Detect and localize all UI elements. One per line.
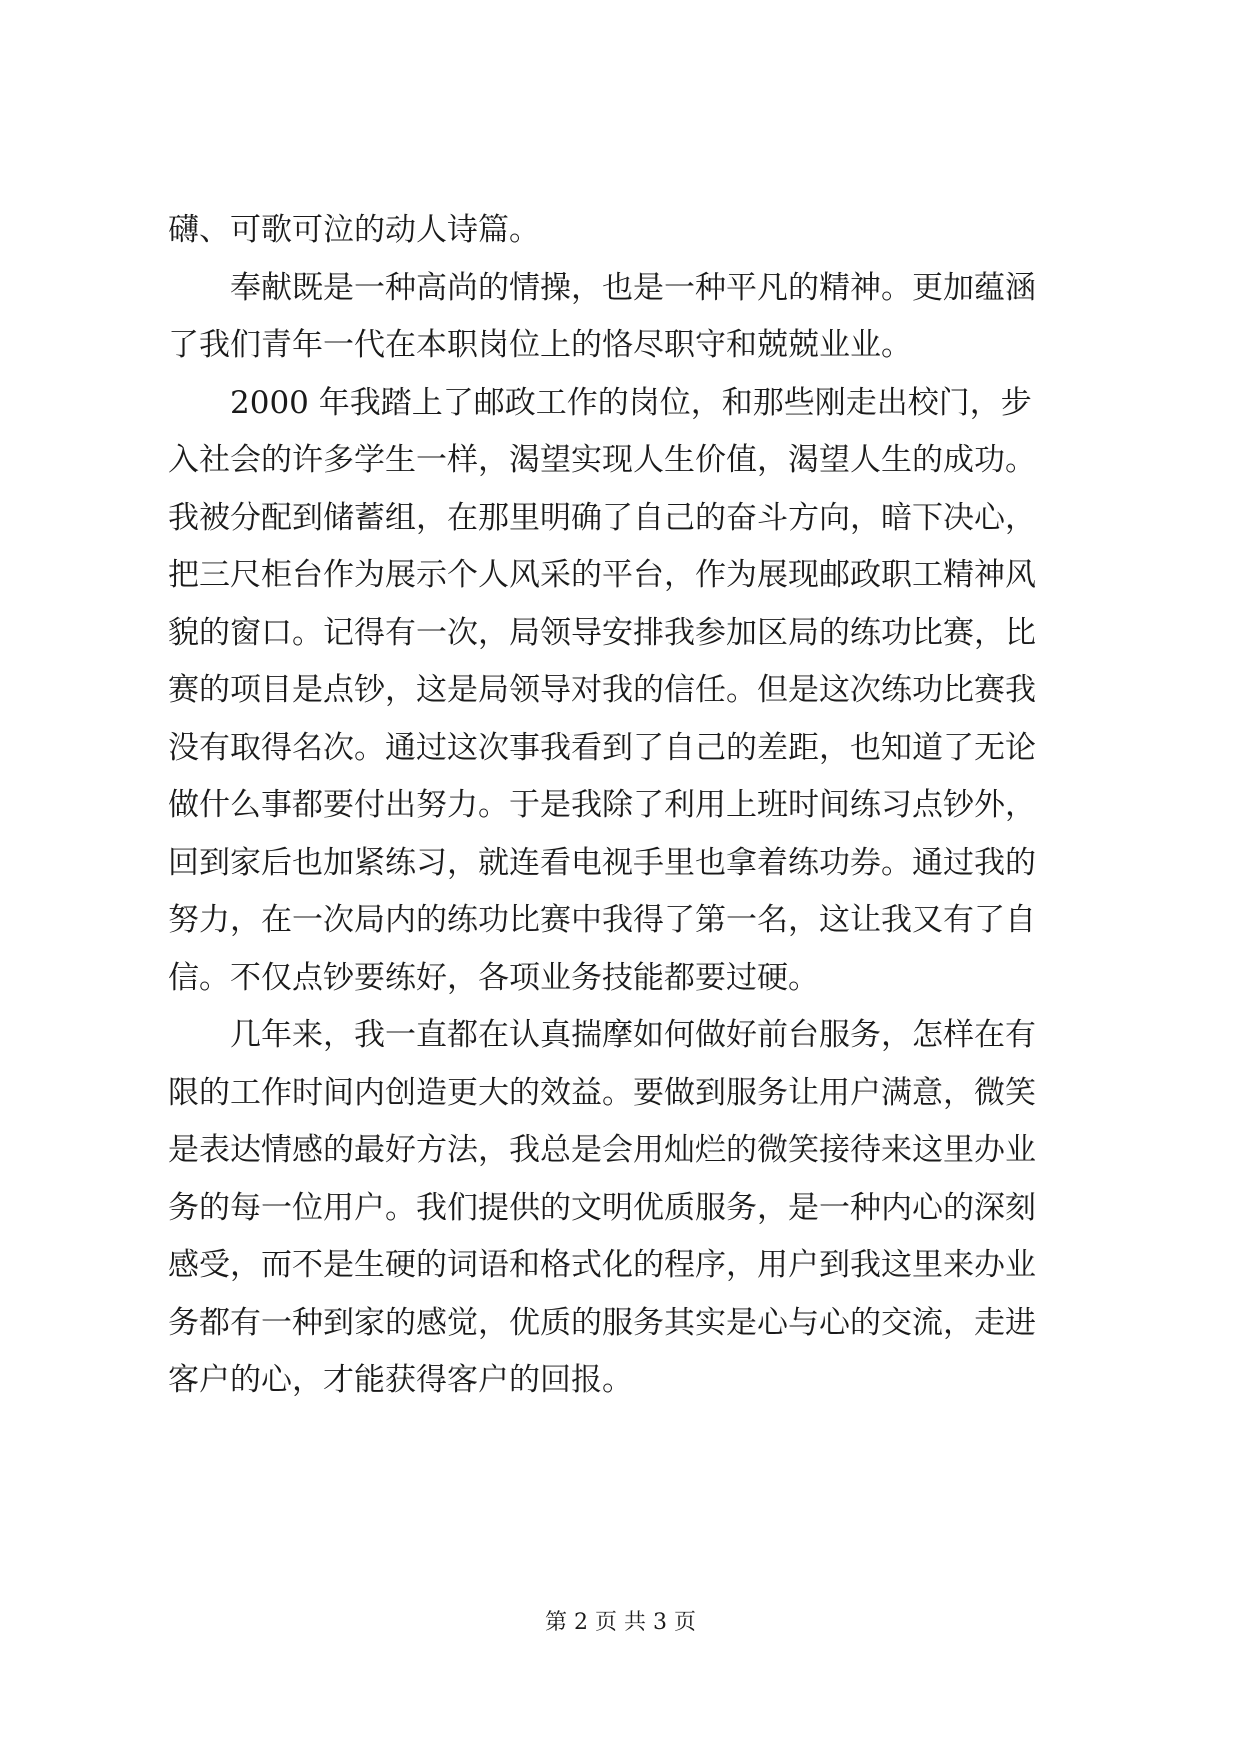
text-line: 礴、可歌可泣的动人诗篇。 <box>168 212 540 248</box>
text-line: 把三尺柜台作为展示个人风采的平台，作为展现邮政职工精神风 <box>168 557 1036 593</box>
text-line: 是表达情感的最好方法，我总是会用灿烂的微笑接待来这里办业 <box>168 1132 1036 1168</box>
text-line: 信。不仅点钞要练好，各项业务技能都要过硬。 <box>168 959 819 996</box>
text-line: 赛的项目是点钞，这是局领导对我的信任。但是这次练功比赛我 <box>168 672 1036 708</box>
text-line: 2000 年我踏上了邮政工作的岗位，和那些刚走出校门，步 <box>230 384 1032 421</box>
text-line: 貌的窗口。记得有一次，局领导安排我参加区局的练功比赛，比 <box>168 614 1036 651</box>
text-line: 努力，在一次局内的练功比赛中我得了第一名，这让我又有了自 <box>168 902 1036 938</box>
text-line: 入社会的许多学生一样，渴望实现人生价值，渴望人生的成功。 <box>168 442 1036 478</box>
text-line: 了我们青年一代在本职岗位上的恪尽职守和兢兢业业。 <box>168 327 912 363</box>
document-body <box>168 202 1088 1410</box>
text-line: 务的每一位用户。我们提供的文明优质服务，是一种内心的深刻 <box>168 1189 1036 1226</box>
text-line: 限的工作时间内创造更大的效益。要做到服务让用户满意，微笑 <box>168 1074 1036 1111</box>
text-line: 奉献既是一种高尚的情操，也是一种平凡的精神。更加蕴涵 <box>230 269 1036 306</box>
text-line: 我被分配到储蓄组，在那里明确了自己的奋斗方向，暗下决心， <box>168 499 1036 536</box>
page-number-footer: 第 2 页 共 3 页 <box>545 1610 696 1635</box>
text-line: 没有取得名次。通过这次事我看到了自己的差距，也知道了无论 <box>168 729 1036 766</box>
text-line: 客户的心，才能获得客户的回报。 <box>168 1362 633 1398</box>
text-line: 务都有一种到家的感觉，优质的服务其实是心与心的交流，走进 <box>168 1304 1036 1341</box>
text-line: 回到家后也加紧练习，就连看电视手里也拿着练功券。通过我的 <box>168 844 1036 881</box>
text-line: 几年来，我一直都在认真揣摩如何做好前台服务，怎样在有 <box>230 1017 1036 1053</box>
text-line: 做什么事都要付出努力。于是我除了利用上班时间练习点钞外， <box>168 787 1036 823</box>
text-line: 感受，而不是生硬的词语和格式化的程序，用户到我这里来办业 <box>168 1247 1036 1283</box>
